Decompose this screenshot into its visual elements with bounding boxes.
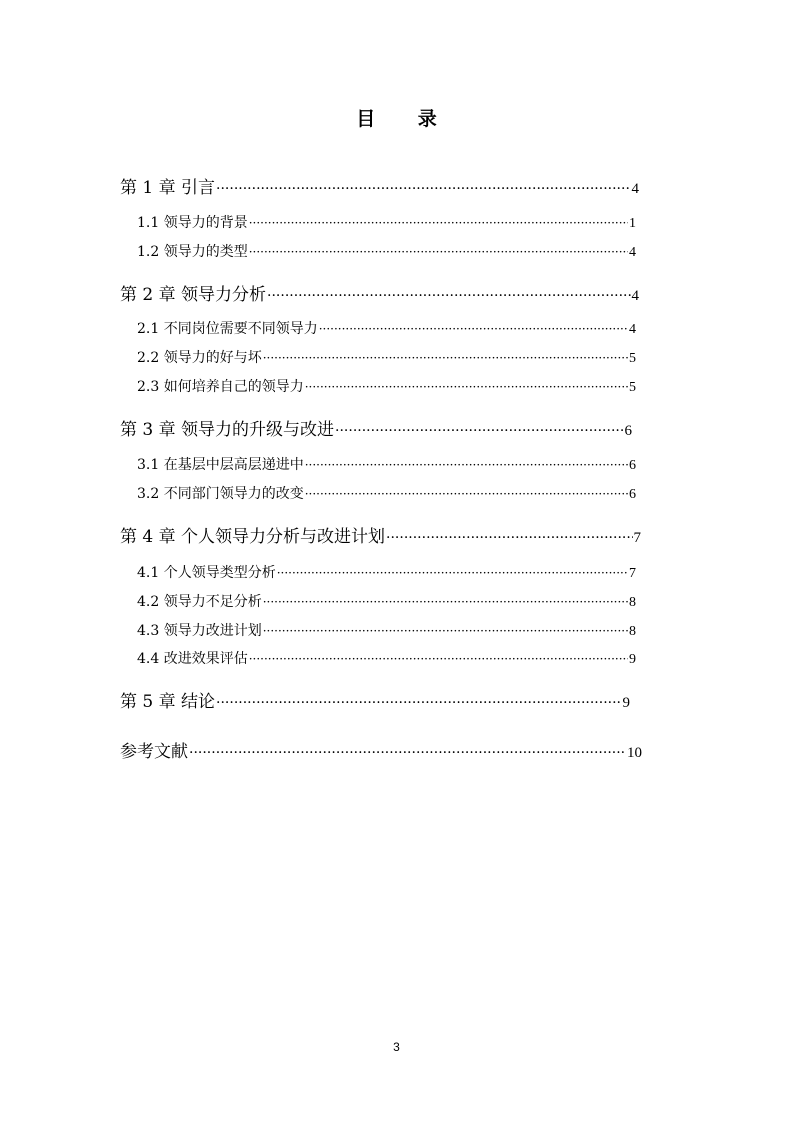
- toc-section-3-2: [137, 483, 636, 503]
- toc-page-number: 4: [631, 181, 639, 197]
- toc-page-number: 4: [629, 322, 636, 337]
- toc-label: 第 1 章 引言: [120, 178, 216, 198]
- toc-label: 2.1 不同岗位需要不同领导力: [137, 321, 318, 337]
- toc-label: 4.3 领导力改进计划: [137, 623, 262, 639]
- dot-leader: [305, 487, 628, 501]
- toc-label: 3.1 在基层中层高层递进中: [137, 457, 304, 473]
- dot-leader: [263, 351, 628, 365]
- toc-page-number: 10: [627, 745, 642, 761]
- toc-label: 2.3 如何培养自己的领导力: [137, 379, 304, 395]
- toc-page-number: 5: [629, 380, 636, 395]
- dot-leader: [249, 216, 628, 230]
- toc-section-4-1: [137, 562, 636, 582]
- toc-page-number: 1: [629, 216, 636, 231]
- dot-leader: [216, 181, 630, 197]
- toc-label: 第 3 章 领导力的升级与改进: [120, 420, 335, 440]
- toc-page-number: 4: [631, 288, 639, 304]
- dot-leader: [189, 745, 626, 761]
- dot-leader: [263, 624, 628, 638]
- toc-page-number: 5: [629, 351, 636, 366]
- toc-label: 4.1 个人领导类型分析: [137, 565, 276, 581]
- toc-page-number: 9: [622, 695, 630, 711]
- dot-leader: [277, 566, 628, 580]
- toc-label: 3.2 不同部门领导力的改变: [137, 486, 304, 502]
- toc-title: 目 录: [356, 108, 455, 130]
- toc-chapter-4: [120, 522, 641, 547]
- toc-chapter-5: [120, 687, 630, 712]
- toc-chapter-2: [120, 280, 639, 305]
- toc-section-3-1: [137, 454, 636, 474]
- toc-section-2-3: [137, 376, 636, 396]
- toc-page-number: 4: [629, 245, 636, 260]
- toc-label: 第 5 章 结论: [120, 692, 216, 712]
- dot-leader: [319, 322, 628, 336]
- toc-chapter-1: [120, 173, 639, 198]
- toc-label: 第 4 章 个人领导力分析与改进计划: [120, 527, 386, 547]
- toc-page-number: 6: [624, 423, 632, 439]
- toc-page-number: 7: [629, 566, 636, 581]
- toc-page-number: 8: [629, 624, 636, 639]
- dot-leader: [335, 423, 623, 439]
- toc-section-2-1: [137, 318, 636, 338]
- toc-page-number: 9: [629, 652, 636, 667]
- toc-label: 2.2 领导力的好与坏: [137, 350, 262, 366]
- dot-leader: [249, 245, 628, 259]
- dot-leader: [305, 380, 628, 394]
- toc-page-number: 8: [629, 595, 636, 610]
- toc-section-4-3: [137, 620, 636, 640]
- toc-label: 4.4 改进效果评估: [137, 651, 248, 667]
- toc-section-1-1: [137, 212, 636, 232]
- toc-label: 参考文献: [120, 742, 188, 762]
- toc-label: 1.2 领导力的类型: [137, 244, 248, 260]
- toc-page-number: 6: [629, 458, 636, 473]
- toc-section-4-2: [137, 591, 636, 611]
- toc-page-number: 7: [633, 530, 641, 546]
- dot-leader: [249, 652, 628, 666]
- dot-leader: [263, 595, 628, 609]
- toc-section-1-2: [137, 241, 636, 261]
- toc-label: 1.1 领导力的背景: [137, 215, 248, 231]
- dot-leader: [216, 695, 621, 711]
- toc-chapter-3: [120, 415, 632, 440]
- toc-section-4-4: [137, 648, 636, 668]
- page-number-footer: 3: [393, 1040, 400, 1054]
- dot-leader: [305, 458, 628, 472]
- toc-references: [120, 737, 642, 762]
- toc-label: 4.2 领导力不足分析: [137, 594, 262, 610]
- dot-leader: [267, 288, 630, 304]
- toc-label: 第 2 章 领导力分析: [120, 285, 267, 305]
- toc-page-number: 6: [629, 487, 636, 502]
- dot-leader: [386, 530, 632, 546]
- toc-section-2-2: [137, 347, 636, 367]
